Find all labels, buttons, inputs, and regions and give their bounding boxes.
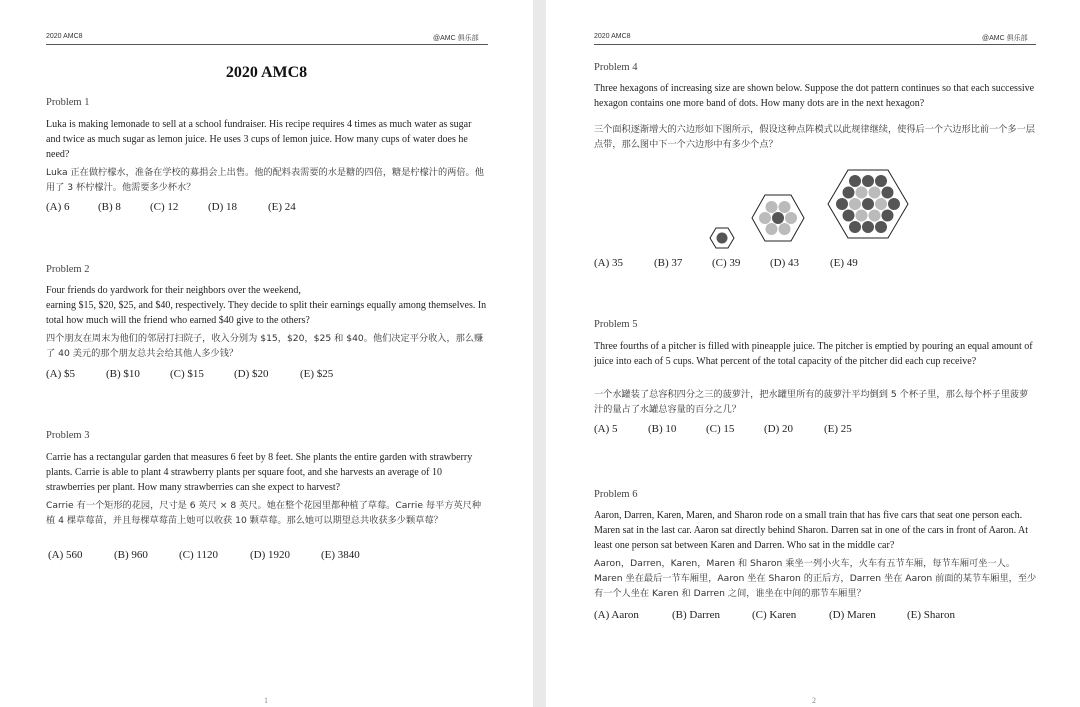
choice: (C) 1120 — [179, 549, 219, 561]
problem-6-choices — [594, 609, 955, 621]
choice: (C) 39 — [712, 257, 741, 269]
problem-3-chinese: Carrie 有一个矩形的花园，尺寸是 6 英尺 × 8 英尺。她在整个花园里都种植了草莓。Carrie 每平方英尺种植 4 棵草莓苗，并且每棵草莓苗上她可以收获 10 颗草莓。那么她可以期望总共收获多少颗草莓？ — [46, 500, 482, 526]
problem-2-chinese: 四个朋友在周末为他们的邻居打扫院子，收入分别为 $15，$20，$25 和 $40。他们决定平分收入，那么赚了 40 美元的那个朋友总共会给其他人多少钱？ — [46, 333, 484, 359]
header-right: @AMC 俱乐部 — [982, 35, 1028, 42]
page-number: 2 — [812, 696, 816, 705]
choice: (E) 24 — [268, 201, 296, 213]
header-left: 2020 AMC8 — [46, 33, 83, 40]
choice: (B) $10 — [106, 368, 140, 380]
problem-4-choices — [594, 257, 858, 269]
problem-5-choices — [594, 423, 852, 435]
choice: (E) 49 — [830, 257, 858, 269]
choice: (A) 5 — [594, 423, 618, 435]
problem-6-title: Problem 6 — [594, 489, 638, 500]
choice: (A) $5 — [46, 368, 76, 380]
problem-2-choices — [46, 368, 333, 380]
choice: (C) 15 — [706, 423, 735, 435]
problem-4-english: Three hexagons of increasing size are shown below. Suppose the dot pattern continues so that each successive hexagon contains one more band of dots. How many dots are in the next hexagon? — [594, 83, 1035, 109]
problem-3-english: Carrie has a rectangular garden that measures 6 feet by 8 feet. She plants the entire garden with strawberry plants. Carrie is able to plant 4 strawberry plants per square foot, and she harvests an average of 10 strawberries per plant. How many strawberries can she expect to harvest? — [46, 452, 473, 493]
problem-2-english — [46, 283, 488, 328]
problem-1-title: Problem 1 — [46, 97, 90, 108]
choice: (D) 18 — [208, 201, 238, 213]
choice: (D) $20 — [234, 368, 269, 380]
problem-6-chinese: Aaron，Darren，Karen，Maren 和 Sharon 乘坐一列小火车，火车有五节车厢，每节车厢可坐一人。Maren 坐在最后一节车厢里，Aaron 坐在 Sharon 的正后方，Darren 坐在 Aaron 前面的某节车厢里，至少有一个人坐在 Karen 和 Darren 之间，谁坐在中间的那节车厢里？ — [594, 558, 1037, 599]
choice: (E) 25 — [824, 423, 852, 435]
problem-2-english-rest: earning $15, $20, $25, and $40, respectively. They decide to split their earnings equally among themselves. In total how much will the friend who earned $40 give to the others? — [46, 300, 487, 326]
document-title: 2020 AMC8 — [225, 64, 308, 81]
choice: (A) Aaron — [594, 609, 639, 621]
problem-6-english: Aaron, Darren, Karen, Maren, and Sharon rode on a small train that has five cars that seat one person each. Maren sat in the last car. Aaron sat directly behind Sharon. Darren sat in one of the cars in front of Aaron. At least one person sat between Karen and Darren. Who sat in the middle car? — [594, 510, 1029, 551]
choice: (B) 37 — [654, 257, 683, 269]
choice: (D) 20 — [764, 423, 794, 435]
problem-4-chinese: 三个面积逐渐增大的六边形如下图所示，假设这种点阵模式以此规律继续，使得后一个六边形比前一个多一层点带，那么图中下一个六边形中有多少个点？ — [594, 124, 1035, 150]
header-rule — [594, 44, 1036, 45]
header-rule — [46, 44, 488, 45]
problem-1-choices — [46, 201, 296, 213]
problem-1-english: Luka is making lemonade to sell at a school fundraiser. His recipe requires 4 times as much water as sugar and twice as much sugar as lemon juice. He uses 3 cups of lemon juice. How many cups of water does he need? — [46, 119, 472, 160]
choice: (C) 12 — [150, 201, 179, 213]
problem-5-chinese: 一个水罐装了总容积四分之三的菠萝汁，把水罐里所有的菠萝汁平均倒到 5 个杯子里，那么每个杯子里菠萝汁的量占了水罐总容量的百分之几？ — [594, 389, 1029, 415]
choice: (B) Darren — [672, 609, 720, 621]
choice: (E) Sharon — [907, 609, 955, 621]
hexagon-medium — [752, 195, 804, 241]
page-number: 1 — [264, 696, 268, 705]
problem-2-title: Problem 2 — [46, 264, 90, 275]
hexagon-figure — [706, 166, 926, 256]
choice: (A) 35 — [594, 257, 624, 269]
choice: (D) 1920 — [250, 549, 291, 561]
problem-3-title: Problem 3 — [46, 430, 90, 441]
choice: (D) 43 — [770, 257, 800, 269]
choice: (A) 6 — [46, 201, 70, 213]
choice: (E) 3840 — [321, 549, 360, 561]
problem-4-title: Problem 4 — [594, 62, 638, 73]
hexagon-small — [710, 228, 734, 248]
choice: (E) $25 — [300, 368, 334, 380]
problem-5-english: Three fourths of a pitcher is filled with pineapple juice. The pitcher is emptied by pouring an equal amount of juice into each of 5 cups. What percent of the total capacity of the pitcher did each cup receive? — [594, 341, 1033, 367]
problem-2-english-line1: Four friends do yardwork for their neighbors over the weekend, — [46, 285, 301, 296]
page-1 — [0, 0, 533, 707]
hexagon-large — [828, 170, 908, 238]
header-right: @AMC 俱乐部 — [433, 35, 479, 42]
choice: (C) Karen — [752, 609, 797, 621]
choice: (C) $15 — [170, 368, 204, 380]
choice: (D) Maren — [829, 609, 876, 621]
problem-3-choices — [48, 549, 360, 561]
choice: (B) 8 — [98, 201, 121, 213]
page-2 — [546, 0, 1080, 707]
problem-5-title: Problem 5 — [594, 319, 638, 330]
choice: (B) 10 — [648, 423, 677, 435]
problem-1-chinese: Luka 正在做柠檬水，准备在学校的募捐会上出售。他的配料表需要的水是糖的四倍，糖是柠檬汁的两倍。他用了 3 杯柠檬汁。他需要多少杯水？ — [46, 167, 484, 193]
header-left: 2020 AMC8 — [594, 33, 631, 40]
choice: (A) 560 — [48, 549, 83, 561]
choice: (B) 960 — [114, 549, 148, 561]
